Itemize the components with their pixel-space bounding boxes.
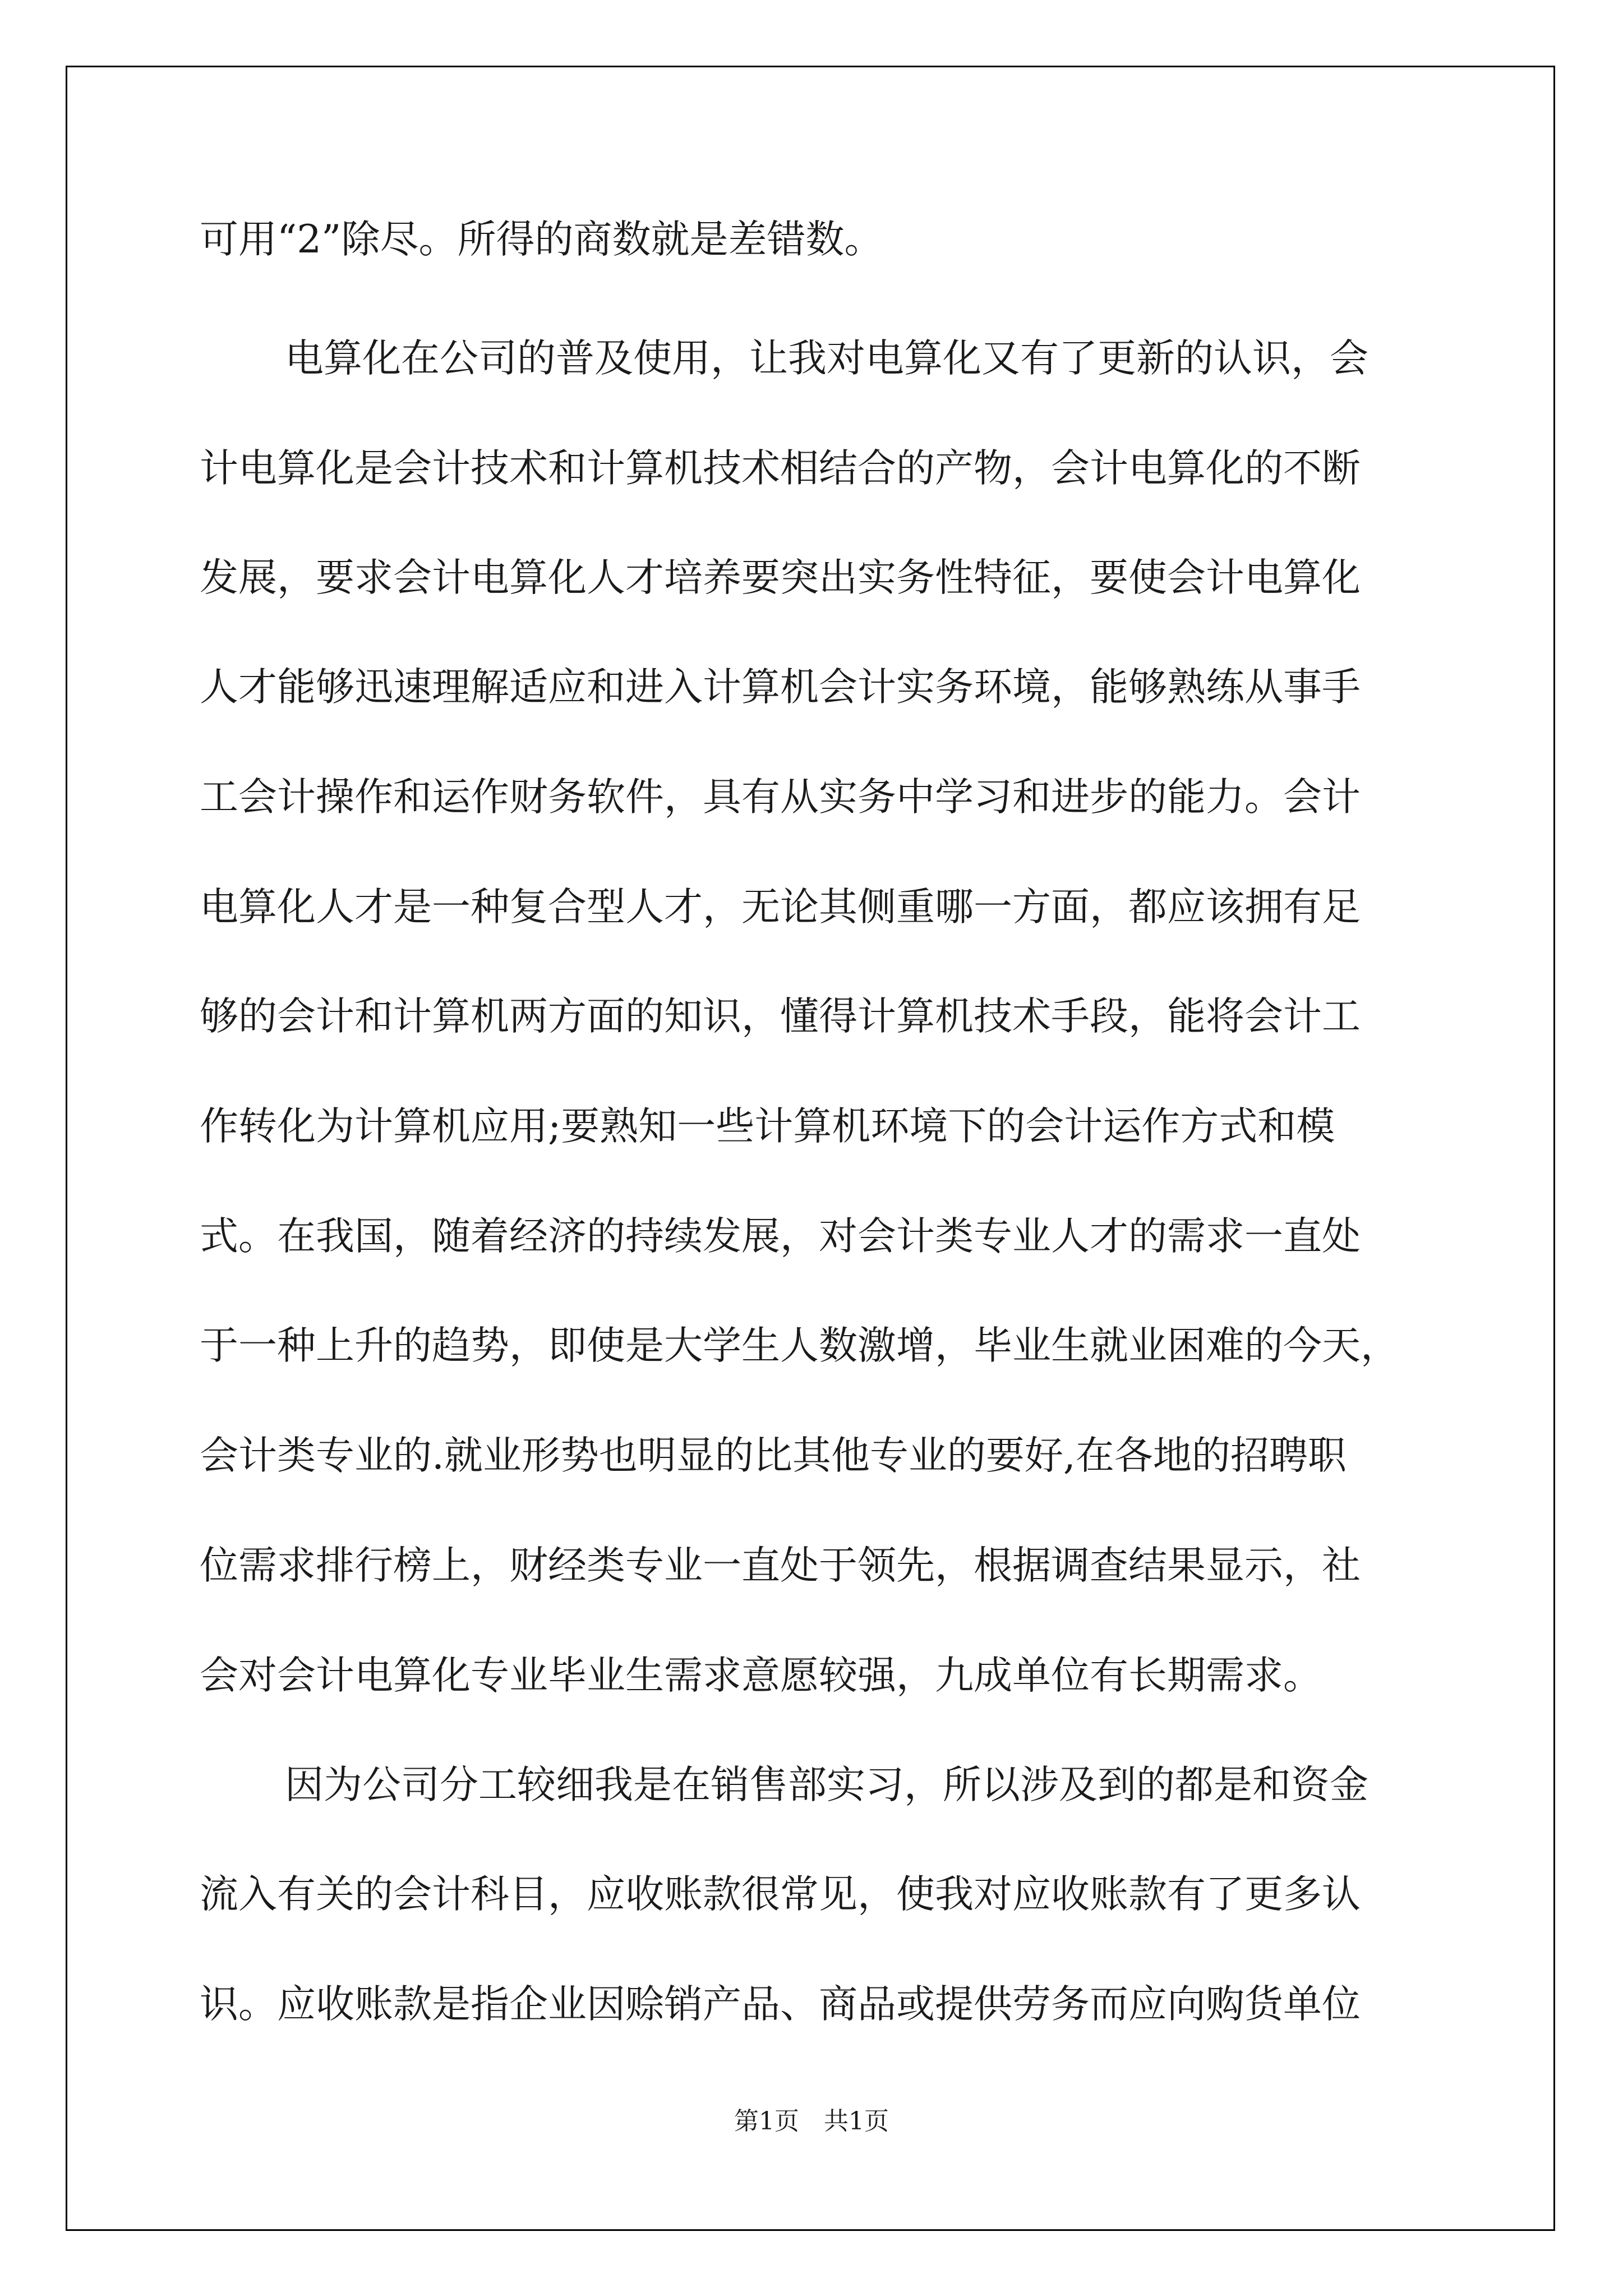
text-line: 可用“2”除尽。所得的商数就是差错数。 <box>200 217 883 262</box>
text-line: 发展，要求会计电算化人才培养要突出实务性特征，要使会计电算化 <box>200 555 1361 600</box>
text-line: 流入有关的会计科目，应收账款很常见，使我对应收账款有了更多认 <box>200 1872 1361 1917</box>
text-line: 识。应收账款是指企业因赊销产品、商品或提供劳务而应向购货单位 <box>200 1982 1361 2027</box>
text-line: 于一种上升的趋势，即使是大学生人数激增，毕业生就业困难的今天， <box>200 1323 1399 1368</box>
text-line: 作转化为计算机应用;要熟知一些计算机环境下的会计运作方式和模 <box>200 1104 1335 1149</box>
text-line: 够的会计和计算机两方面的知识，懂得计算机技术手段，能将会计工 <box>200 994 1361 1039</box>
text-line: 工会计操作和运作财务软件，具有从实务中学习和进步的能力。会计 <box>200 775 1361 820</box>
page-footer: 第1页 共1页 <box>734 2107 889 2136</box>
text-line: 电算化人才是一种复合型人才，无论其侧重哪一方面，都应该拥有足 <box>200 885 1361 930</box>
text-line: 位需求排行榜上，财经类专业一直处于领先，根据调查结果显示，社 <box>200 1543 1361 1588</box>
text-line: 式。在我国，随着经济的持续发展，对会计类专业人才的需求一直处 <box>200 1214 1361 1259</box>
text-line: 会对会计电算化专业毕业生需求意愿较强，九成单位有长期需求。 <box>200 1653 1322 1698</box>
text-line: 计电算化是会计技术和计算机技术相结合的产物，会计电算化的不断 <box>200 446 1361 491</box>
text-line: 会计类专业的.就业形势也明显的比其他专业的要好,在各地的招聘职 <box>200 1433 1347 1478</box>
text-line: 人才能够迅速理解适应和进入计算机会计实务环境，能够熟练从事手 <box>200 665 1361 710</box>
text-line: 电算化在公司的普及使用，让我对电算化又有了更新的认识，会 <box>285 336 1368 381</box>
text-line: 因为公司分工较细我是在销售部实习，所以涉及到的都是和资金 <box>285 1763 1368 1807</box>
